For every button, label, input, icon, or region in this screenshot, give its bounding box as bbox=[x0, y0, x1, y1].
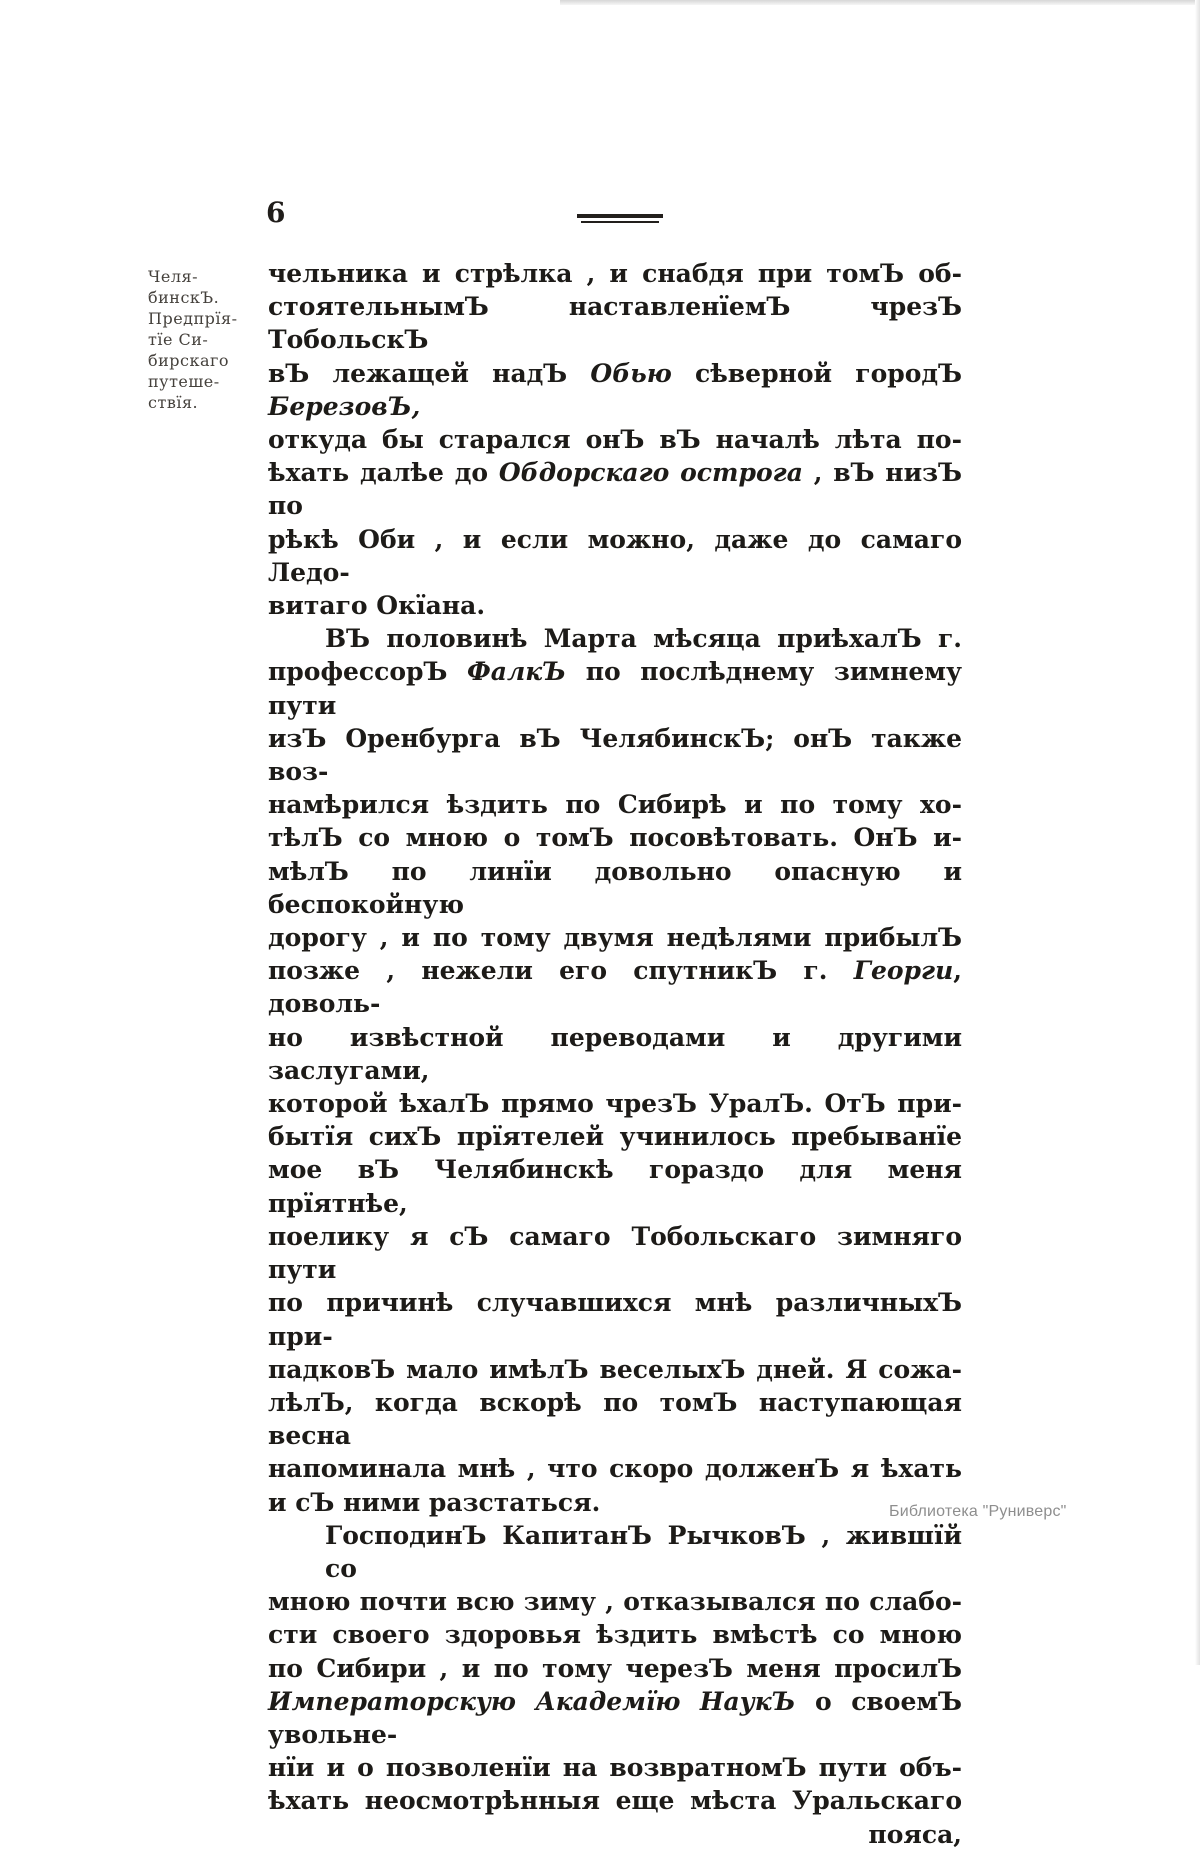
scan-edge-top bbox=[560, 0, 1200, 5]
text-segment: , доволь- bbox=[268, 956, 962, 1019]
text-segment: пояса, bbox=[868, 1819, 962, 1849]
text-line bbox=[268, 1452, 962, 1485]
page-number: 6 bbox=[266, 196, 286, 229]
text-segment: намѣрился ѣздить по Сибирѣ и по тому хо- bbox=[268, 790, 962, 820]
text-line bbox=[268, 855, 962, 921]
text-line bbox=[268, 423, 962, 456]
header-rule-top bbox=[577, 214, 663, 218]
text-line bbox=[268, 1618, 962, 1651]
header-rule-bottom bbox=[581, 221, 659, 223]
text-line bbox=[268, 290, 962, 356]
italic-text-segment: Обдорскаго острога bbox=[498, 458, 803, 488]
text-segment: профессорЪ bbox=[268, 657, 468, 687]
text-line bbox=[268, 1087, 962, 1120]
text-line bbox=[268, 722, 962, 788]
margin-note-line: Предпрїя- bbox=[148, 309, 238, 328]
text-segment: лѣлЪ, когда вскорѣ по томЪ наступающая весна bbox=[268, 1387, 962, 1451]
text-line bbox=[268, 1386, 962, 1452]
margin-note-line: бинскЪ. bbox=[148, 288, 220, 307]
text-segment: и сЪ ними разстаться. bbox=[268, 1487, 601, 1517]
text-line bbox=[268, 1486, 962, 1519]
italic-text-segment: БерезовЪ, bbox=[268, 391, 421, 421]
paragraph bbox=[268, 622, 962, 1518]
text-line bbox=[268, 622, 962, 655]
italic-text-segment: Обью bbox=[590, 358, 672, 388]
margin-note-line: тїе Си- bbox=[148, 330, 209, 349]
text-segment: по Сибири , и по тому черезЪ меня просилЪ bbox=[268, 1653, 962, 1683]
text-segment: витаго Окїана. bbox=[268, 591, 486, 621]
text-segment: которой ѣхалЪ прямо чрезЪ УралЪ. ОтЪ при- bbox=[268, 1089, 962, 1119]
text-line bbox=[268, 1021, 962, 1087]
text-segment: стоятельнымЪ наставленїемЪ чрезЪ ТобольскЪ bbox=[268, 292, 962, 355]
text-segment: изЪ Оренбурга вЪ ЧелябинскЪ; онЪ также воз- bbox=[268, 723, 962, 787]
text-segment: бытїя сихЪ прїятелей учинилось пребыванїе bbox=[268, 1122, 962, 1152]
text-segment: сти своего здоровья ѣздить вмѣстѣ со мною bbox=[268, 1620, 962, 1650]
text-segment: дорогу , и по тому двумя недѣлями прибылЪ bbox=[268, 923, 962, 953]
text-segment: напоминала мнѣ , что скоро долженЪ я ѣхать bbox=[268, 1454, 962, 1484]
italic-text-segment: Георги bbox=[853, 956, 954, 986]
text-line bbox=[268, 1220, 962, 1286]
italic-text-segment: ФалкЪ bbox=[467, 657, 567, 687]
margin-note-line: Челя- bbox=[148, 267, 198, 286]
margin-note bbox=[148, 266, 262, 413]
watermark: Библиотека "Руниверс" bbox=[889, 1503, 1067, 1520]
text-line bbox=[268, 1685, 962, 1751]
text-segment: позже , нежели его спутникЪ г. bbox=[268, 956, 854, 986]
text-line bbox=[268, 589, 962, 622]
text-segment: по послѣднему зимнему пути bbox=[268, 657, 962, 720]
text-segment: чельника и стрѣлка , и снабдя при томЪ об- bbox=[268, 259, 962, 288]
text-line bbox=[268, 954, 962, 1020]
text-line bbox=[268, 1585, 962, 1618]
text-line bbox=[268, 1120, 962, 1153]
text-line bbox=[268, 921, 962, 954]
text-line bbox=[268, 788, 962, 821]
text-line bbox=[268, 1751, 962, 1784]
text-segment: мѣлЪ по линїи довольно опасную и беспокойную bbox=[268, 856, 962, 919]
text-line bbox=[268, 655, 962, 721]
margin-note-line: путеше- bbox=[148, 372, 220, 391]
margin-note-line: ствїя. bbox=[148, 393, 199, 412]
text-line bbox=[268, 1784, 962, 1817]
body-text bbox=[268, 257, 962, 1851]
header-rule bbox=[577, 214, 663, 223]
text-segment: поелику я сЪ самаго Тобольскаго зимняго пути bbox=[268, 1221, 962, 1285]
text-segment: , вЪ низЪ по bbox=[268, 458, 963, 521]
margin-note-line: бирскаго bbox=[148, 351, 230, 370]
text-segment: о своемЪ увольне- bbox=[268, 1686, 962, 1749]
text-line bbox=[268, 357, 962, 423]
paragraph bbox=[268, 257, 962, 622]
text-segment: откуда бы старался онЪ вЪ началѣ лѣта по- bbox=[268, 425, 962, 455]
text-segment: по причинѣ случавшихся мнѣ различныхЪ при- bbox=[268, 1288, 962, 1351]
text-segment: ГосподинЪ КапитанЪ РычковЪ , жившїй со bbox=[325, 1520, 962, 1583]
text-line bbox=[268, 257, 962, 290]
text-line bbox=[268, 456, 962, 522]
text-segment: нїи и о позволенїи на возвратномЪ пути объ- bbox=[268, 1753, 962, 1783]
text-line bbox=[268, 1353, 962, 1386]
text-segment: мною почти всю зиму , отказывался по слабо- bbox=[268, 1587, 962, 1617]
text-segment: тѣлЪ со мною о томЪ посовѣтовать. ОнЪ и- bbox=[268, 823, 962, 853]
text-line bbox=[268, 1818, 962, 1851]
text-segment: рѣкѣ Оби , и если можно, даже до самаго Ледо- bbox=[268, 524, 962, 587]
text-line bbox=[268, 523, 962, 589]
text-segment: ВЪ половинѣ Марта мѣсяца приѣхалЪ г. bbox=[325, 624, 962, 654]
text-line bbox=[268, 821, 962, 854]
italic-text-segment: Императорскую Академїю НаукЪ bbox=[268, 1686, 796, 1716]
text-segment: вЪ лежащей надЪ bbox=[268, 358, 591, 388]
paragraph bbox=[268, 1519, 962, 1851]
text-segment: ѣхать далѣе до bbox=[268, 458, 499, 488]
text-segment: но извѣстной переводами и другими заслугами, bbox=[268, 1022, 962, 1085]
text-line bbox=[268, 1519, 962, 1585]
text-segment: сѣверной городЪ bbox=[671, 358, 962, 388]
text-segment: падковЪ мало имѣлЪ веселыхЪ дней. Я сожа- bbox=[268, 1354, 962, 1384]
scan-edge-right bbox=[1195, 0, 1200, 1665]
text-line bbox=[268, 1153, 962, 1219]
text-line bbox=[268, 1286, 962, 1352]
text-segment: мое вЪ Челябинскѣ гораздо для меня прїятнѣе, bbox=[268, 1155, 962, 1218]
text-segment: ѣхать неосмотрѣнныя еще мѣста Уральскаго bbox=[268, 1786, 962, 1816]
text-line bbox=[268, 1652, 962, 1685]
